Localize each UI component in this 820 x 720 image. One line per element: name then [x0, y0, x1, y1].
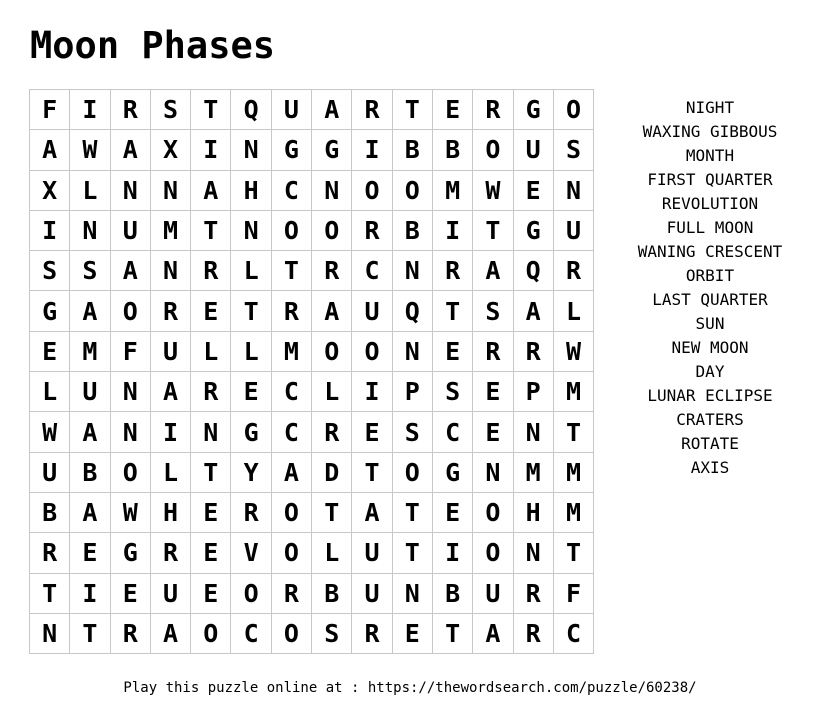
grid-cell[interactable]: I [191, 130, 231, 170]
grid-row [30, 533, 594, 573]
grid-cell[interactable]: L [553, 291, 593, 331]
grid-cell[interactable]: N [150, 251, 190, 291]
grid-cell[interactable]: E [30, 331, 70, 371]
letter-grid [29, 89, 594, 654]
grid-cell[interactable]: G [271, 130, 311, 170]
word-list-item: MONTH [685, 146, 735, 165]
letter-grid-body [30, 90, 594, 654]
grid-cell[interactable]: C [231, 613, 271, 653]
grid-cell[interactable]: R [271, 573, 311, 613]
grid-cell[interactable]: U [513, 130, 553, 170]
grid-cell[interactable]: U [110, 210, 150, 250]
grid-cell[interactable]: I [352, 372, 392, 412]
grid-row [30, 170, 594, 210]
grid-cell[interactable]: T [392, 492, 432, 532]
grid-cell[interactable]: R [191, 372, 231, 412]
grid-cell[interactable]: N [150, 170, 190, 210]
word-list-item: LUNAR ECLIPSE [647, 386, 773, 405]
grid-cell[interactable]: C [352, 251, 392, 291]
grid-cell[interactable]: L [312, 372, 352, 412]
grid-cell[interactable]: X [150, 130, 190, 170]
grid-cell[interactable]: O [271, 613, 311, 653]
grid-cell[interactable]: I [70, 573, 110, 613]
puzzle-title: Moon Phases [30, 24, 276, 67]
grid-cell[interactable]: C [271, 412, 311, 452]
grid-cell[interactable]: E [110, 573, 150, 613]
grid-cell[interactable]: E [473, 372, 513, 412]
word-list-item: SUN [695, 314, 725, 333]
grid-cell[interactable]: A [473, 613, 513, 653]
grid-cell[interactable]: T [191, 210, 231, 250]
grid-cell[interactable]: O [271, 533, 311, 573]
grid-cell[interactable]: W [473, 170, 513, 210]
grid-cell[interactable]: F [30, 90, 70, 130]
grid-cell[interactable]: N [513, 533, 553, 573]
grid-cell[interactable]: E [191, 291, 231, 331]
grid-cell[interactable]: T [473, 210, 513, 250]
grid-cell[interactable]: M [553, 492, 593, 532]
grid-cell[interactable]: N [513, 412, 553, 452]
grid-cell[interactable]: U [352, 291, 392, 331]
grid-cell[interactable]: S [432, 372, 472, 412]
grid-cell[interactable]: O [352, 170, 392, 210]
word-list-item: WAXING GIBBOUS [642, 122, 778, 141]
grid-cell[interactable]: W [110, 492, 150, 532]
grid-cell[interactable]: W [70, 130, 110, 170]
grid-cell[interactable]: D [312, 452, 352, 492]
grid-cell[interactable]: O [392, 452, 432, 492]
grid-cell[interactable]: C [432, 412, 472, 452]
grid-cell[interactable]: X [30, 170, 70, 210]
grid-cell[interactable]: O [473, 492, 513, 532]
word-list-item: FIRST QUARTER [647, 170, 773, 189]
word-list-item: FULL MOON [666, 218, 754, 237]
word-list-item: NEW MOON [671, 338, 749, 357]
grid-cell[interactable]: V [231, 533, 271, 573]
grid-cell[interactable]: B [392, 210, 432, 250]
grid-cell[interactable]: L [191, 331, 231, 371]
grid-cell[interactable]: G [513, 90, 553, 130]
grid-cell[interactable]: A [352, 492, 392, 532]
grid-cell[interactable]: T [312, 492, 352, 532]
grid-cell[interactable]: A [150, 372, 190, 412]
word-list-item: ROTATE [681, 434, 739, 453]
grid-cell[interactable]: T [553, 412, 593, 452]
grid-cell[interactable]: E [352, 412, 392, 452]
grid-cell[interactable]: R [553, 251, 593, 291]
grid-cell[interactable]: A [473, 251, 513, 291]
grid-cell[interactable]: U [150, 331, 190, 371]
grid-cell[interactable]: T [191, 90, 231, 130]
grid-cell[interactable]: R [513, 331, 553, 371]
grid-cell[interactable]: N [110, 170, 150, 210]
grid-cell[interactable]: R [312, 251, 352, 291]
grid-cell[interactable]: N [191, 412, 231, 452]
grid-cell[interactable]: L [231, 331, 271, 371]
grid-cell[interactable]: A [70, 412, 110, 452]
grid-cell[interactable]: U [352, 573, 392, 613]
word-list-item: DAY [695, 362, 725, 381]
grid-cell[interactable]: L [231, 251, 271, 291]
grid-cell[interactable]: H [231, 170, 271, 210]
grid-cell[interactable]: N [110, 372, 150, 412]
grid-cell[interactable]: O [473, 533, 513, 573]
grid-cell[interactable]: G [432, 452, 472, 492]
grid-cell[interactable]: M [432, 170, 472, 210]
grid-cell[interactable]: R [352, 613, 392, 653]
grid-cell[interactable]: G [110, 533, 150, 573]
grid-cell[interactable]: M [150, 210, 190, 250]
grid-cell[interactable]: A [271, 452, 311, 492]
grid-cell[interactable]: I [352, 130, 392, 170]
grid-cell[interactable]: E [191, 573, 231, 613]
word-list-item: NIGHT [685, 98, 735, 117]
grid-cell[interactable]: R [150, 533, 190, 573]
grid-cell[interactable]: U [30, 452, 70, 492]
grid-cell[interactable]: S [473, 291, 513, 331]
grid-cell[interactable]: U [150, 573, 190, 613]
grid-cell[interactable]: M [513, 452, 553, 492]
grid-cell[interactable]: E [473, 412, 513, 452]
grid-cell[interactable]: O [553, 90, 593, 130]
grid-row [30, 331, 594, 371]
grid-cell[interactable]: M [70, 331, 110, 371]
grid-cell[interactable]: U [70, 372, 110, 412]
grid-cell[interactable]: E [191, 492, 231, 532]
grid-cell[interactable]: B [432, 573, 472, 613]
grid-cell[interactable]: S [392, 412, 432, 452]
grid-cell[interactable]: R [473, 90, 513, 130]
grid-cell[interactable]: S [312, 613, 352, 653]
grid-cell[interactable]: S [70, 251, 110, 291]
grid-cell[interactable]: O [312, 331, 352, 371]
grid-cell[interactable]: M [553, 452, 593, 492]
grid-cell[interactable]: I [150, 412, 190, 452]
grid-cell[interactable]: L [70, 170, 110, 210]
grid-cell[interactable]: G [513, 210, 553, 250]
grid-cell[interactable]: T [392, 90, 432, 130]
grid-cell[interactable]: T [553, 533, 593, 573]
grid-cell[interactable]: T [432, 613, 472, 653]
grid-cell[interactable]: R [513, 573, 553, 613]
grid-row [30, 452, 594, 492]
grid-cell[interactable]: Q [231, 90, 271, 130]
grid-cell[interactable]: A [150, 613, 190, 653]
grid-cell[interactable]: O [110, 291, 150, 331]
grid-cell[interactable]: U [271, 90, 311, 130]
grid-row [30, 291, 594, 331]
grid-row [30, 130, 594, 170]
grid-cell[interactable]: G [312, 130, 352, 170]
grid-cell[interactable]: U [473, 573, 513, 613]
grid-cell[interactable]: R [231, 492, 271, 532]
word-list [624, 96, 796, 480]
grid-cell[interactable]: F [553, 573, 593, 613]
grid-cell[interactable]: P [513, 372, 553, 412]
grid-cell[interactable]: F [110, 331, 150, 371]
grid-cell[interactable]: A [70, 492, 110, 532]
grid-cell[interactable]: O [231, 573, 271, 613]
grid-row [30, 90, 594, 130]
grid-cell[interactable]: R [352, 90, 392, 130]
grid-cell[interactable]: P [392, 372, 432, 412]
grid-cell[interactable]: Q [392, 291, 432, 331]
grid-cell[interactable]: I [70, 90, 110, 130]
grid-cell[interactable]: R [191, 251, 231, 291]
grid-row [30, 492, 594, 532]
grid-cell[interactable]: B [432, 130, 472, 170]
grid-cell[interactable]: O [191, 613, 231, 653]
grid-cell[interactable]: O [312, 210, 352, 250]
grid-row [30, 251, 594, 291]
grid-cell[interactable]: A [312, 90, 352, 130]
grid-cell[interactable]: A [70, 291, 110, 331]
grid-cell[interactable]: H [150, 492, 190, 532]
word-list-item: ORBIT [685, 266, 735, 285]
grid-row [30, 573, 594, 613]
grid-cell[interactable]: O [271, 210, 311, 250]
grid-cell[interactable]: R [432, 251, 472, 291]
grid-cell[interactable]: A [110, 251, 150, 291]
grid-cell[interactable]: O [392, 170, 432, 210]
grid-cell[interactable]: N [30, 613, 70, 653]
grid-cell[interactable]: C [271, 170, 311, 210]
grid-row [30, 412, 594, 452]
word-list-item: LAST QUARTER [652, 290, 768, 309]
grid-cell[interactable]: N [312, 170, 352, 210]
grid-cell[interactable]: E [432, 90, 472, 130]
grid-cell[interactable]: T [352, 452, 392, 492]
grid-cell[interactable]: B [70, 452, 110, 492]
word-list-item: REVOLUTION [661, 194, 759, 213]
grid-cell[interactable]: R [30, 533, 70, 573]
grid-cell[interactable]: E [191, 533, 231, 573]
grid-cell[interactable]: L [312, 533, 352, 573]
grid-cell[interactable]: M [271, 331, 311, 371]
grid-cell[interactable]: S [30, 251, 70, 291]
grid-cell[interactable]: G [231, 412, 271, 452]
grid-cell[interactable]: T [271, 251, 311, 291]
grid-cell[interactable]: U [352, 533, 392, 573]
grid-cell[interactable]: C [271, 372, 311, 412]
grid-cell[interactable]: N [392, 251, 432, 291]
grid-cell[interactable]: H [513, 492, 553, 532]
grid-row [30, 210, 594, 250]
grid-cell[interactable]: O [271, 492, 311, 532]
grid-cell[interactable]: I [30, 210, 70, 250]
grid-cell[interactable]: C [553, 613, 593, 653]
grid-cell[interactable]: N [231, 210, 271, 250]
grid-cell[interactable]: L [150, 452, 190, 492]
grid-cell[interactable]: B [30, 492, 70, 532]
grid-cell[interactable]: E [392, 613, 432, 653]
grid-cell[interactable]: S [553, 130, 593, 170]
grid-cell[interactable]: I [432, 210, 472, 250]
grid-cell[interactable]: L [30, 372, 70, 412]
word-list-item: AXIS [690, 458, 730, 477]
grid-cell[interactable]: T [432, 291, 472, 331]
grid-row [30, 372, 594, 412]
grid-cell[interactable]: Y [231, 452, 271, 492]
grid-cell[interactable]: T [231, 291, 271, 331]
grid-cell[interactable]: A [312, 291, 352, 331]
grid-cell[interactable]: O [473, 130, 513, 170]
grid-cell[interactable]: S [150, 90, 190, 130]
grid-cell[interactable]: E [432, 331, 472, 371]
grid-cell[interactable]: N [553, 170, 593, 210]
grid-cell[interactable]: B [312, 573, 352, 613]
grid-cell[interactable]: O [352, 331, 392, 371]
grid-cell[interactable]: R [352, 210, 392, 250]
grid-cell[interactable]: N [70, 210, 110, 250]
grid-cell[interactable]: A [191, 170, 231, 210]
grid-cell[interactable]: G [30, 291, 70, 331]
grid-cell[interactable]: I [432, 533, 472, 573]
grid-cell[interactable]: N [110, 412, 150, 452]
grid-cell[interactable]: R [110, 613, 150, 653]
grid-cell[interactable]: U [553, 210, 593, 250]
grid-cell[interactable]: R [513, 613, 553, 653]
grid-cell[interactable]: W [553, 331, 593, 371]
grid-cell[interactable]: T [70, 613, 110, 653]
grid-cell[interactable]: R [473, 331, 513, 371]
grid-cell[interactable]: T [191, 452, 231, 492]
grid-cell[interactable]: E [432, 492, 472, 532]
grid-cell[interactable]: A [513, 291, 553, 331]
word-list-item: WANING CRESCENT [637, 242, 783, 261]
grid-cell[interactable]: B [392, 130, 432, 170]
grid-cell[interactable]: E [70, 533, 110, 573]
word-list-item: CRATERS [676, 410, 744, 429]
grid-cell[interactable]: R [110, 90, 150, 130]
grid-row [30, 613, 594, 653]
grid-cell[interactable]: T [30, 573, 70, 613]
grid-cell[interactable]: R [271, 291, 311, 331]
grid-cell[interactable]: E [231, 372, 271, 412]
grid-cell[interactable]: R [150, 291, 190, 331]
grid-cell[interactable]: W [30, 412, 70, 452]
grid-cell[interactable]: N [473, 452, 513, 492]
grid-cell[interactable]: M [553, 372, 593, 412]
grid-cell[interactable]: A [30, 130, 70, 170]
grid-cell[interactable]: A [110, 130, 150, 170]
grid-cell[interactable]: N [231, 130, 271, 170]
grid-cell[interactable]: E [513, 170, 553, 210]
grid-cell[interactable]: N [392, 573, 432, 613]
grid-cell[interactable]: O [110, 452, 150, 492]
footer-link-text: Play this puzzle online at : https://thewordsearch.com/puzzle/60238/ [123, 680, 697, 696]
grid-cell[interactable]: Q [513, 251, 553, 291]
grid-cell[interactable]: N [392, 331, 432, 371]
grid-cell[interactable]: R [312, 412, 352, 452]
grid-cell[interactable]: T [392, 533, 432, 573]
